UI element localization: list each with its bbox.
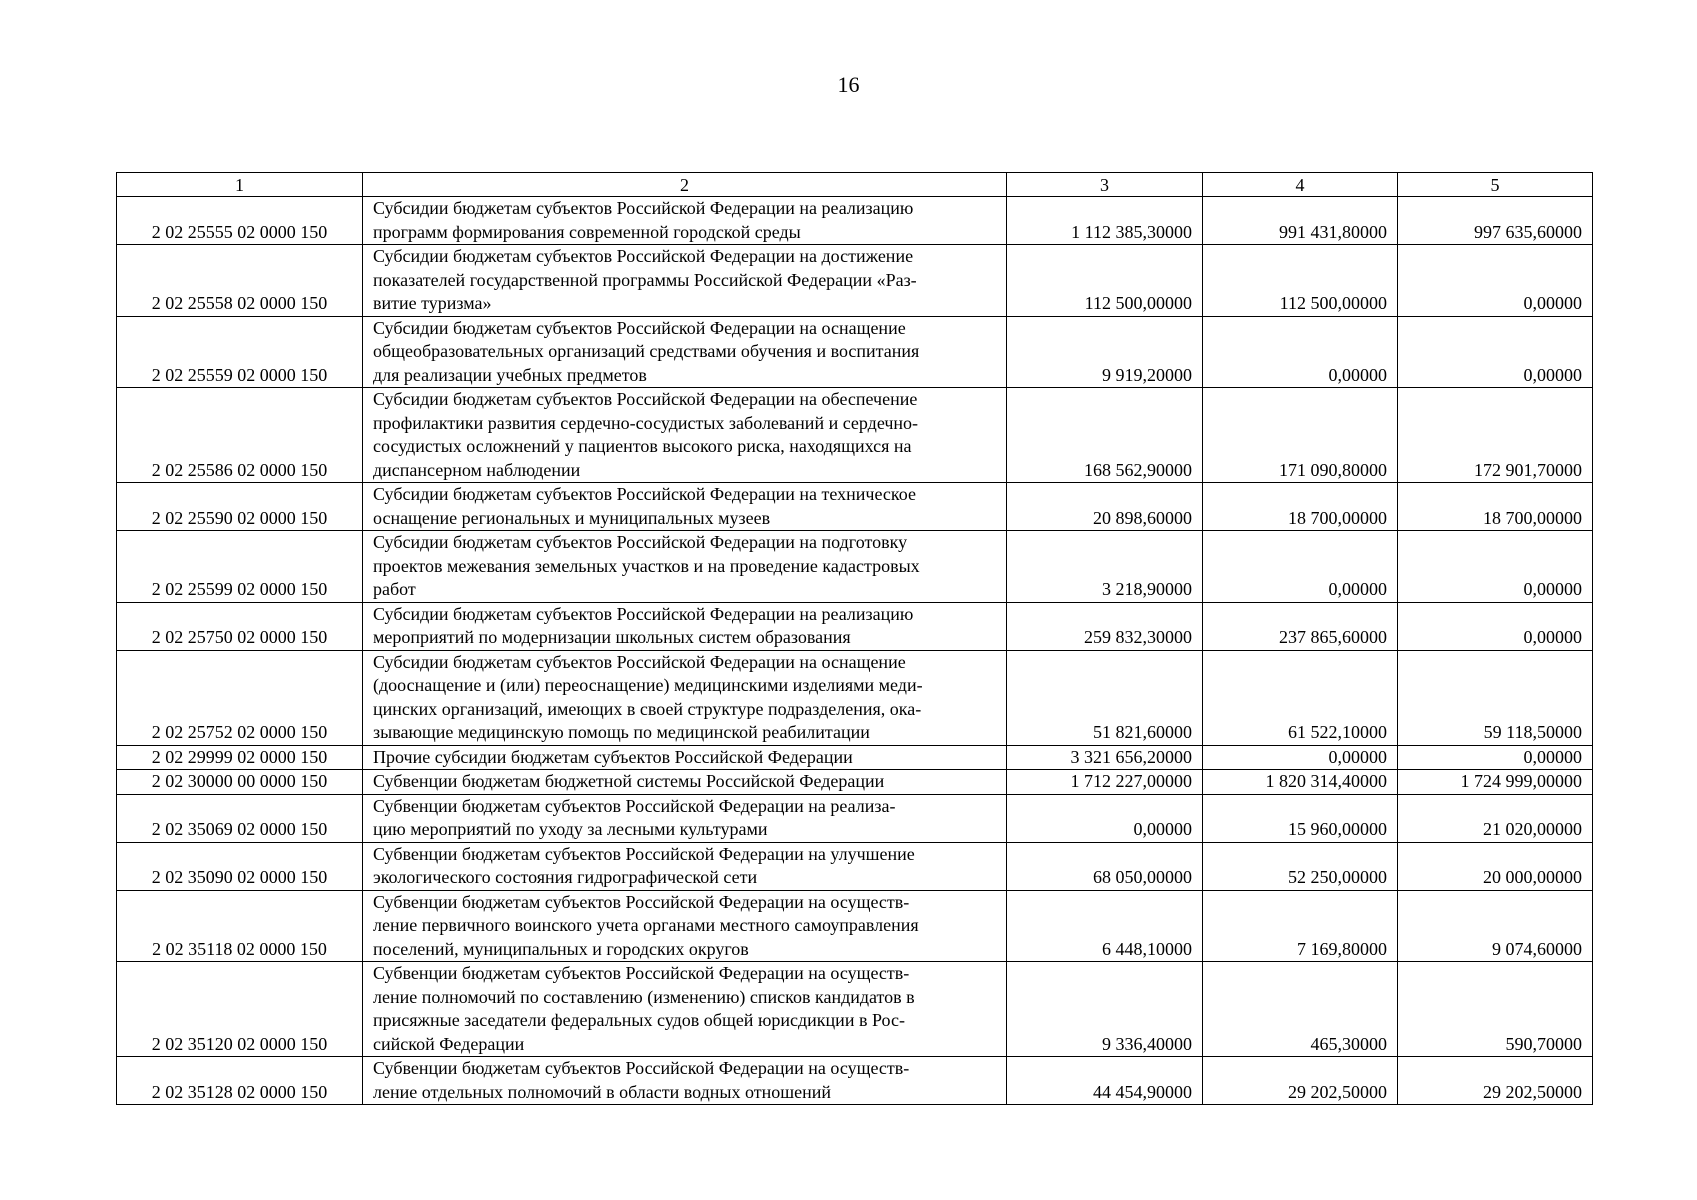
- amount-col5-cell: 0,00000: [1398, 316, 1593, 388]
- amount-col4-cell: 991 431,80000: [1203, 197, 1398, 245]
- amount-col5-cell: 997 635,60000: [1398, 197, 1593, 245]
- description-cell: [363, 770, 1007, 795]
- amount-col4-cell: 18 700,00000: [1203, 483, 1398, 531]
- description-cell: [363, 531, 1007, 603]
- description-line: цинских организаций, имеющих в своей структуре подразделения, ока-: [373, 698, 922, 719]
- amount-col4-cell: 0,00000: [1203, 531, 1398, 603]
- description-line: Субвенции бюджетам субъектов Российской Федерации на реализа-: [373, 795, 896, 816]
- amount-col4-cell: 0,00000: [1203, 316, 1398, 388]
- description-cell: [363, 197, 1007, 245]
- amount-col4-cell: 171 090,80000: [1203, 388, 1398, 483]
- description-cell: [363, 962, 1007, 1057]
- amount-col3-cell: 1 712 227,00000: [1007, 770, 1203, 795]
- amount-col5-cell: 18 700,00000: [1398, 483, 1593, 531]
- table-row: [117, 316, 1593, 388]
- amount-col5-cell: 0,00000: [1398, 245, 1593, 317]
- amount-col3-cell: 44 454,90000: [1007, 1057, 1203, 1105]
- description-cell: [363, 388, 1007, 483]
- budget-code-cell: 2 02 35069 02 0000 150: [117, 794, 363, 842]
- budget-code-cell: 2 02 25750 02 0000 150: [117, 602, 363, 650]
- budget-code-cell: 2 02 30000 00 0000 150: [117, 770, 363, 795]
- budget-code-cell: 2 02 35118 02 0000 150: [117, 890, 363, 962]
- header-row: [117, 173, 1593, 197]
- description-line: проектов межевания земельных участков и на проведение кадастровых: [373, 555, 920, 576]
- table-row: [117, 197, 1593, 245]
- header-col-5: 5: [1398, 173, 1593, 197]
- description-line: профилактики развития сердечно-сосудистых заболеваний и сердечно-: [373, 412, 919, 433]
- description-line: программ формирования современной городской среды: [373, 221, 801, 242]
- table-row: [117, 483, 1593, 531]
- budget-code-cell: 2 02 25559 02 0000 150: [117, 316, 363, 388]
- table-row: [117, 745, 1593, 770]
- table-header: [117, 173, 1593, 197]
- amount-col5-cell: 0,00000: [1398, 602, 1593, 650]
- budget-code-cell: 2 02 25590 02 0000 150: [117, 483, 363, 531]
- amount-col4-cell: 52 250,00000: [1203, 842, 1398, 890]
- amount-col3-cell: 68 050,00000: [1007, 842, 1203, 890]
- header-col-4: 4: [1203, 173, 1398, 197]
- description-line: Субвенции бюджетам субъектов Российской Федерации на улучшение: [373, 843, 915, 864]
- table-row: [117, 1057, 1593, 1105]
- description-cell: [363, 650, 1007, 745]
- description-line: Субвенции бюджетам субъектов Российской Федерации на осуществ-: [373, 891, 910, 912]
- amount-col3-cell: 1 112 385,30000: [1007, 197, 1203, 245]
- description-cell: [363, 794, 1007, 842]
- description-cell: [363, 842, 1007, 890]
- header-col-2: 2: [363, 173, 1007, 197]
- description-cell: [363, 745, 1007, 770]
- amount-col3-cell: 168 562,90000: [1007, 388, 1203, 483]
- budget-code-cell: 2 02 25752 02 0000 150: [117, 650, 363, 745]
- description-cell: [363, 890, 1007, 962]
- budget-code-cell: 2 02 35120 02 0000 150: [117, 962, 363, 1057]
- table-body: [117, 197, 1593, 1105]
- budget-code-cell: 2 02 29999 02 0000 150: [117, 745, 363, 770]
- description-line: витие туризма»: [373, 293, 492, 313]
- amount-col4-cell: 7 169,80000: [1203, 890, 1398, 962]
- amount-col3-cell: 51 821,60000: [1007, 650, 1203, 745]
- amount-col3-cell: 9 919,20000: [1007, 316, 1203, 388]
- description-cell: [363, 245, 1007, 317]
- description-line: Субсидии бюджетам субъектов Российской Федерации на реализацию: [373, 603, 914, 624]
- table-row: [117, 770, 1593, 795]
- budget-code-cell: 2 02 35128 02 0000 150: [117, 1057, 363, 1105]
- amount-col5-cell: 21 020,00000: [1398, 794, 1593, 842]
- description-line: показателей государственной программы Российской Федерации «Раз-: [373, 269, 917, 290]
- amount-col5-cell: 20 000,00000: [1398, 842, 1593, 890]
- description-line: цию мероприятий по уходу за лесными культурами: [373, 819, 768, 839]
- amount-col3-cell: 20 898,60000: [1007, 483, 1203, 531]
- description-line: Субсидии бюджетам субъектов Российской Федерации на техническое: [373, 484, 916, 504]
- description-line: Субсидии бюджетам субъектов Российской Федерации на достижение: [373, 246, 914, 266]
- table-row: [117, 245, 1593, 317]
- table-row: [117, 842, 1593, 890]
- amount-col5-cell: 59 118,50000: [1398, 650, 1593, 745]
- header-col-3: 3: [1007, 173, 1203, 197]
- amount-col5-cell: 590,70000: [1398, 962, 1593, 1057]
- description-line: Субсидии бюджетам субъектов Российской Федерации на реализацию: [373, 198, 914, 218]
- budget-code-cell: 2 02 25555 02 0000 150: [117, 197, 363, 245]
- description-cell: [363, 1057, 1007, 1105]
- amount-col3-cell: 3 218,90000: [1007, 531, 1203, 603]
- description-line: диспансерном наблюдении: [373, 459, 581, 480]
- description-line: ление первичного воинского учета органами местного самоуправления: [373, 915, 919, 935]
- table-row: [117, 650, 1593, 745]
- amount-col5-cell: 0,00000: [1398, 745, 1593, 770]
- amount-col5-cell: 172 901,70000: [1398, 388, 1593, 483]
- table-row: [117, 890, 1593, 962]
- description-line: ление отдельных полномочий в области водных отношений: [373, 1081, 832, 1102]
- budget-code-cell: 2 02 25586 02 0000 150: [117, 388, 363, 483]
- description-line: Субвенции бюджетам бюджетной системы Российской Федерации: [373, 771, 885, 791]
- budget-code-cell: 2 02 25558 02 0000 150: [117, 245, 363, 317]
- table-row: [117, 602, 1593, 650]
- amount-col4-cell: 15 960,00000: [1203, 794, 1398, 842]
- budget-table: [116, 172, 1593, 1105]
- description-line: (дооснащение и (или) переоснащение) медицинскими изделиями меди-: [373, 675, 923, 695]
- amount-col4-cell: 112 500,00000: [1203, 245, 1398, 317]
- amount-col4-cell: 465,30000: [1203, 962, 1398, 1057]
- description-line: для реализации учебных предметов: [373, 364, 647, 385]
- description-cell: [363, 602, 1007, 650]
- amount-col5-cell: 9 074,60000: [1398, 890, 1593, 962]
- amount-col3-cell: 259 832,30000: [1007, 602, 1203, 650]
- description-line: Прочие субсидии бюджетам субъектов Российской Федерации: [373, 746, 853, 767]
- amount-col3-cell: 112 500,00000: [1007, 245, 1203, 317]
- description-line: работ: [373, 579, 416, 599]
- amount-col3-cell: 6 448,10000: [1007, 890, 1203, 962]
- description-line: присяжные заседатели федеральных судов общей юрисдикции в Рос-: [373, 1010, 905, 1030]
- amount-col5-cell: 1 724 999,00000: [1398, 770, 1593, 795]
- description-line: сосудистых осложнений у пациентов высокого риска, находящихся на: [373, 436, 912, 456]
- amount-col4-cell: 61 522,10000: [1203, 650, 1398, 745]
- description-line: поселений, муниципальных и городских округов: [373, 938, 749, 959]
- description-line: Субсидии бюджетам субъектов Российской Федерации на оснащение: [373, 651, 906, 672]
- table-row: [117, 794, 1593, 842]
- amount-col3-cell: 9 336,40000: [1007, 962, 1203, 1057]
- amount-col4-cell: 0,00000: [1203, 745, 1398, 770]
- amount-col4-cell: 237 865,60000: [1203, 602, 1398, 650]
- budget-code-cell: 2 02 35090 02 0000 150: [117, 842, 363, 890]
- header-col-1: 1: [117, 173, 363, 197]
- amount-col5-cell: 29 202,50000: [1398, 1057, 1593, 1105]
- table-row: [117, 388, 1593, 483]
- description-line: общеобразовательных организаций средствами обучения и воспитания: [373, 341, 920, 361]
- description-line: сийской Федерации: [373, 1033, 525, 1054]
- description-line: экологического состояния гидрографической сети: [373, 867, 758, 887]
- table-row: [117, 531, 1593, 603]
- amount-col3-cell: 3 321 656,20000: [1007, 745, 1203, 770]
- description-line: Субсидии бюджетам субъектов Российской Федерации на оснащение: [373, 317, 906, 338]
- description-line: мероприятий по модернизации школьных систем образования: [373, 627, 851, 647]
- description-line: Субсидии бюджетам субъектов Российской Федерации на обеспечение: [373, 389, 918, 409]
- description-line: Субсидии бюджетам субъектов Российской Федерации на подготовку: [373, 532, 908, 552]
- description-cell: [363, 316, 1007, 388]
- description-line: Субвенции бюджетам субъектов Российской Федерации на осуществ-: [373, 963, 910, 983]
- description-line: оснащение региональных и муниципальных музеев: [373, 507, 771, 528]
- description-line: зывающие медицинскую помощь по медицинской реабилитации: [373, 722, 870, 742]
- table-row: [117, 962, 1593, 1057]
- description-line: ление полномочий по составлению (изменению) списков кандидатов в: [373, 986, 915, 1007]
- description-line: Субвенции бюджетам субъектов Российской Федерации на осуществ-: [373, 1058, 910, 1078]
- amount-col5-cell: 0,00000: [1398, 531, 1593, 603]
- amount-col3-cell: 0,00000: [1007, 794, 1203, 842]
- page-number: 16: [837, 72, 860, 97]
- description-cell: [363, 483, 1007, 531]
- amount-col4-cell: 1 820 314,40000: [1203, 770, 1398, 795]
- budget-code-cell: 2 02 25599 02 0000 150: [117, 531, 363, 603]
- amount-col4-cell: 29 202,50000: [1203, 1057, 1398, 1105]
